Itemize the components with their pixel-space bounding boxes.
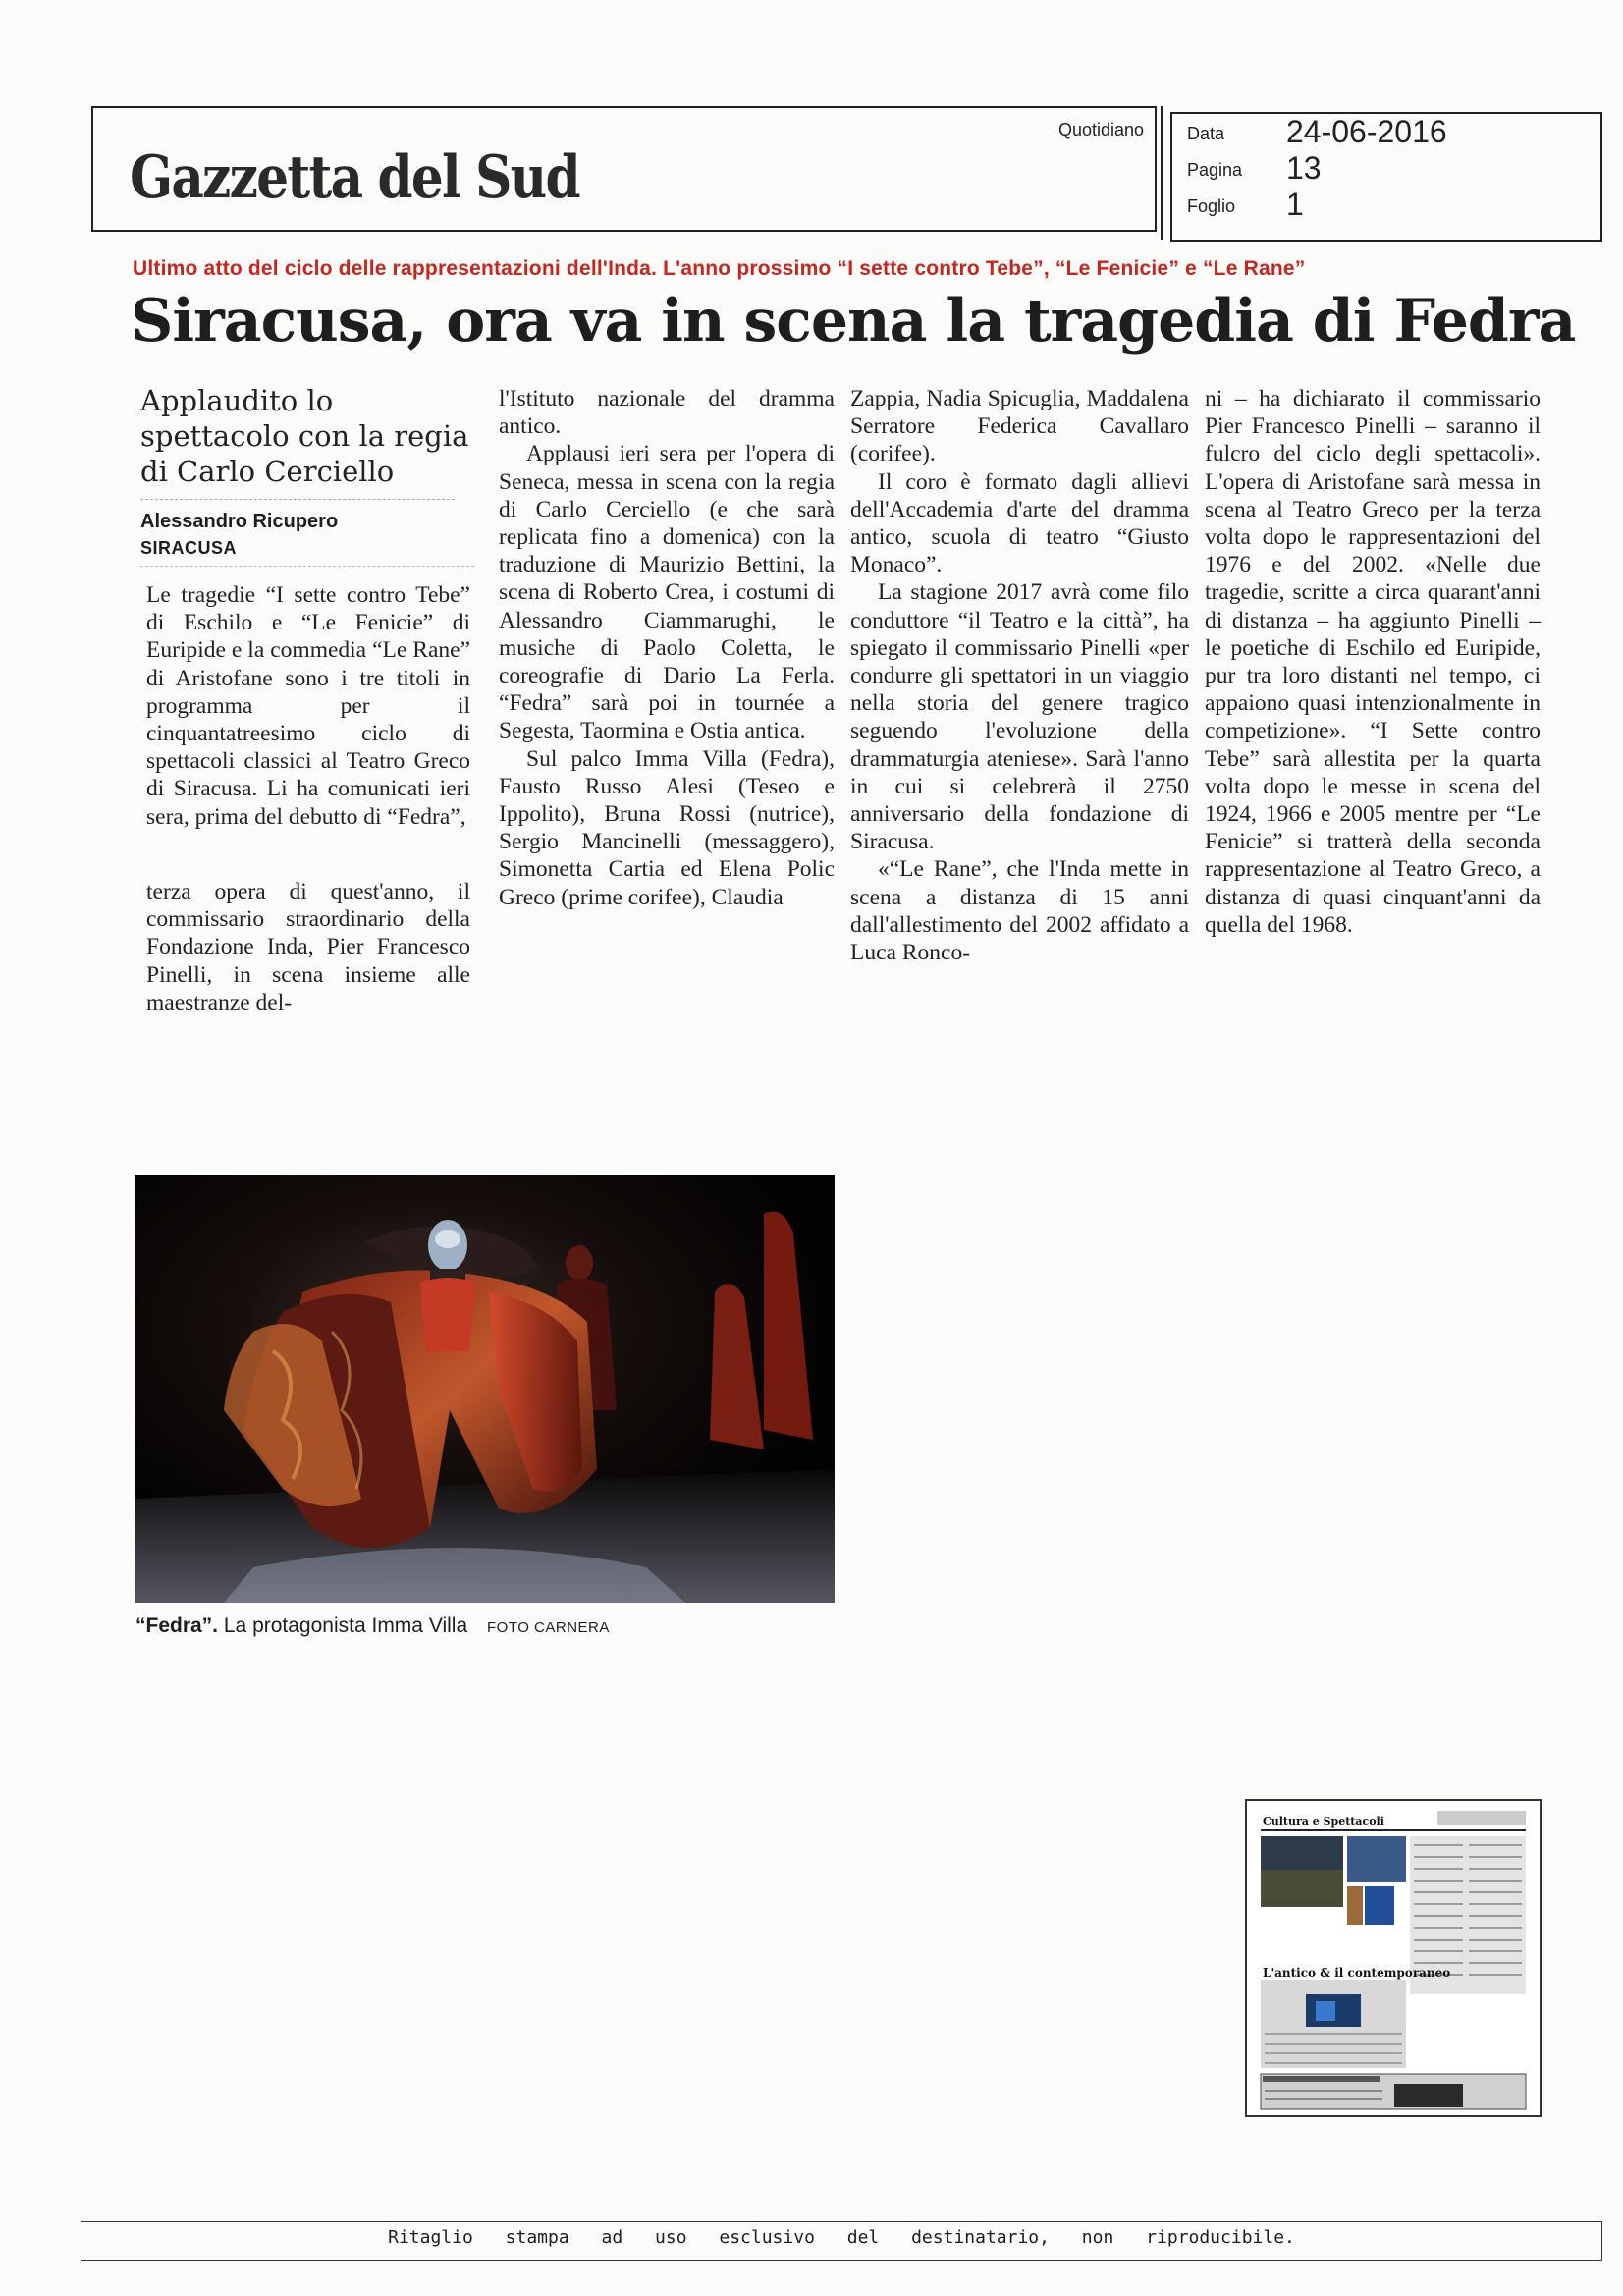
article-headline: Siracusa, ora va in scena la tragedia di Fedra	[131, 287, 1576, 355]
meta-date-value: 24-06-2016	[1286, 114, 1447, 149]
article-column-2	[499, 385, 835, 911]
meta-page-label: Pagina	[1187, 160, 1243, 180]
masthead-title: Gazzetta del Sud	[130, 143, 579, 212]
byline-rule	[140, 566, 474, 568]
article-column-1b	[146, 878, 470, 1016]
meta-sheet-value: 1	[1286, 187, 1304, 222]
paragraph: Sul palco Imma Villa (Fedra), Fausto Russo Alesi (Teseo e Ippolito), Bruna Rossi (nutrice), Sergio Mancinelli (messaggero), Simonetta Cartia ed Elena Polic Greco (prime corifee), Claudia	[499, 745, 835, 910]
photo-credit: FOTO CARNERA	[486, 1619, 610, 1636]
article-photo	[135, 1175, 835, 1603]
thumbnail-section-title: Cultura e Spettacoli	[1263, 1815, 1384, 1828]
paragraph: ni – ha dichiarato il commissario Pier Francesco Pinelli – saranno il fulcro del ciclo degli spettacoli». L'opera di Aristofane sarà messa in scena al Teatro Greco per la terza volta dopo le rappresentazioni del 1976 e del 2002. «Nelle due tragedie, scritte a circa quarant'anni di distanza – ha aggiunto Pinelli – le poetiche di Eschilo ed Euripide, pur tra loro distanti nel tempo, ci appaiono quasi intenzionalmente in competizione». “I Sette contro Tebe” sarà allestita per la quarta volta dopo le messe in scena del 1924, 1966 e 2005 mentre per “Le Fenicie” si tratterà della seconda rappresentazione al Teatro Greco, a distanza di quasi cinquant'anni da quella del 1968.	[1205, 386, 1541, 938]
caption-title: “Fedra”.	[135, 1614, 219, 1637]
article-column-1a	[146, 581, 470, 831]
page-thumbnail	[1245, 1799, 1542, 2117]
article-dateline: SIRACUSA	[140, 538, 238, 558]
paragraph: Applausi ieri sera per l'opera di Seneca, messa in scena con la regia di Carlo Cerciello (e che sarà replicata fino a domenica) con la traduzione di Maurizio Bettini, la scena di Roberto Crea, i costumi di Alessandro Ciammarughi, le musiche di Paolo Coletta, le coreografie di Dario La Ferla. “Fedra” sarà poi in tournée a Segesta, Taormina e Ostia antica.	[499, 441, 835, 744]
meta-page-value: 13	[1286, 150, 1322, 186]
paragraph: «“Le Rane”, che l'Inda mette in scena a distanza di 15 anni dall'allestimento del 2002 affidato a Luca Ronco-	[850, 856, 1189, 966]
article-column-3	[850, 385, 1189, 966]
article-author: Alessandro Ricupero	[140, 511, 339, 532]
caption-text: La protagonista Imma Villa	[223, 1614, 468, 1637]
paragraph: terza opera di quest'anno, il commissario straordinario della Fondazione Inda, Pier Francesco Pinelli, in scena insieme alle maestranze del-	[146, 879, 470, 1015]
paragraph: La stagione 2017 avrà come filo conduttore “il Teatro e la città”, ha spiegato il commissario Pinelli «per condurre gli spettatori in un viaggio nella storia del genere tragico seguendo l'evoluzione della drammaturgia ateniese». Sarà l'anno in cui si celebrerà il 2750 anniversario della fondazione di Siracusa.	[850, 579, 1189, 855]
footer-notice: Ritaglio stampa ad uso esclusivo del destinatario, non riproducibile.	[388, 2227, 1295, 2248]
standfirst-rule	[140, 499, 455, 501]
edition-label: Quotidiano	[1058, 120, 1145, 139]
paragraph: Il coro è formato dagli allievi dell'Accademia d'arte del dramma antico, scuola di teatro “Giusto Monaco”.	[850, 468, 1189, 578]
photo-caption	[135, 1614, 610, 1638]
paragraph: l'Istituto nazionale del dramma antico.	[499, 386, 835, 440]
article-column-4	[1205, 385, 1541, 939]
thumbnail-layout-illustration	[1247, 1801, 1540, 2115]
paragraph: Le tragedie “I sette contro Tebe” di Eschilo e “Le Fenicie” di Euripide e la commedia “Le Rane” di Aristofane sono i tre titoli in programma per il cinquantatreesimo ciclo di spettacoli classici al Teatro Greco di Siracusa. Li ha comunicati ieri sera, prima del debutto di “Fedra”,	[146, 582, 470, 830]
meta-sheet-label: Foglio	[1187, 196, 1236, 216]
thumbnail-subsection-title: L'antico & il contemporaneo	[1263, 1966, 1451, 1980]
header-divider	[1161, 106, 1163, 240]
article-kicker: Ultimo atto del ciclo delle rappresentazioni dell'Inda. L'anno prossimo “I sette contro Tebe”, “Le Fenicie” e “Le Rane”	[133, 257, 1306, 280]
stage-photo-illustration	[135, 1175, 835, 1603]
paragraph: Zappia, Nadia Spicuglia, Maddalena Serratore Federica Cavallaro (corifee).	[850, 386, 1189, 467]
article-standfirst: Applaudito lo spettacolo con la regia di Carlo Cerciello	[140, 384, 469, 488]
meta-date-label: Data	[1187, 124, 1225, 143]
